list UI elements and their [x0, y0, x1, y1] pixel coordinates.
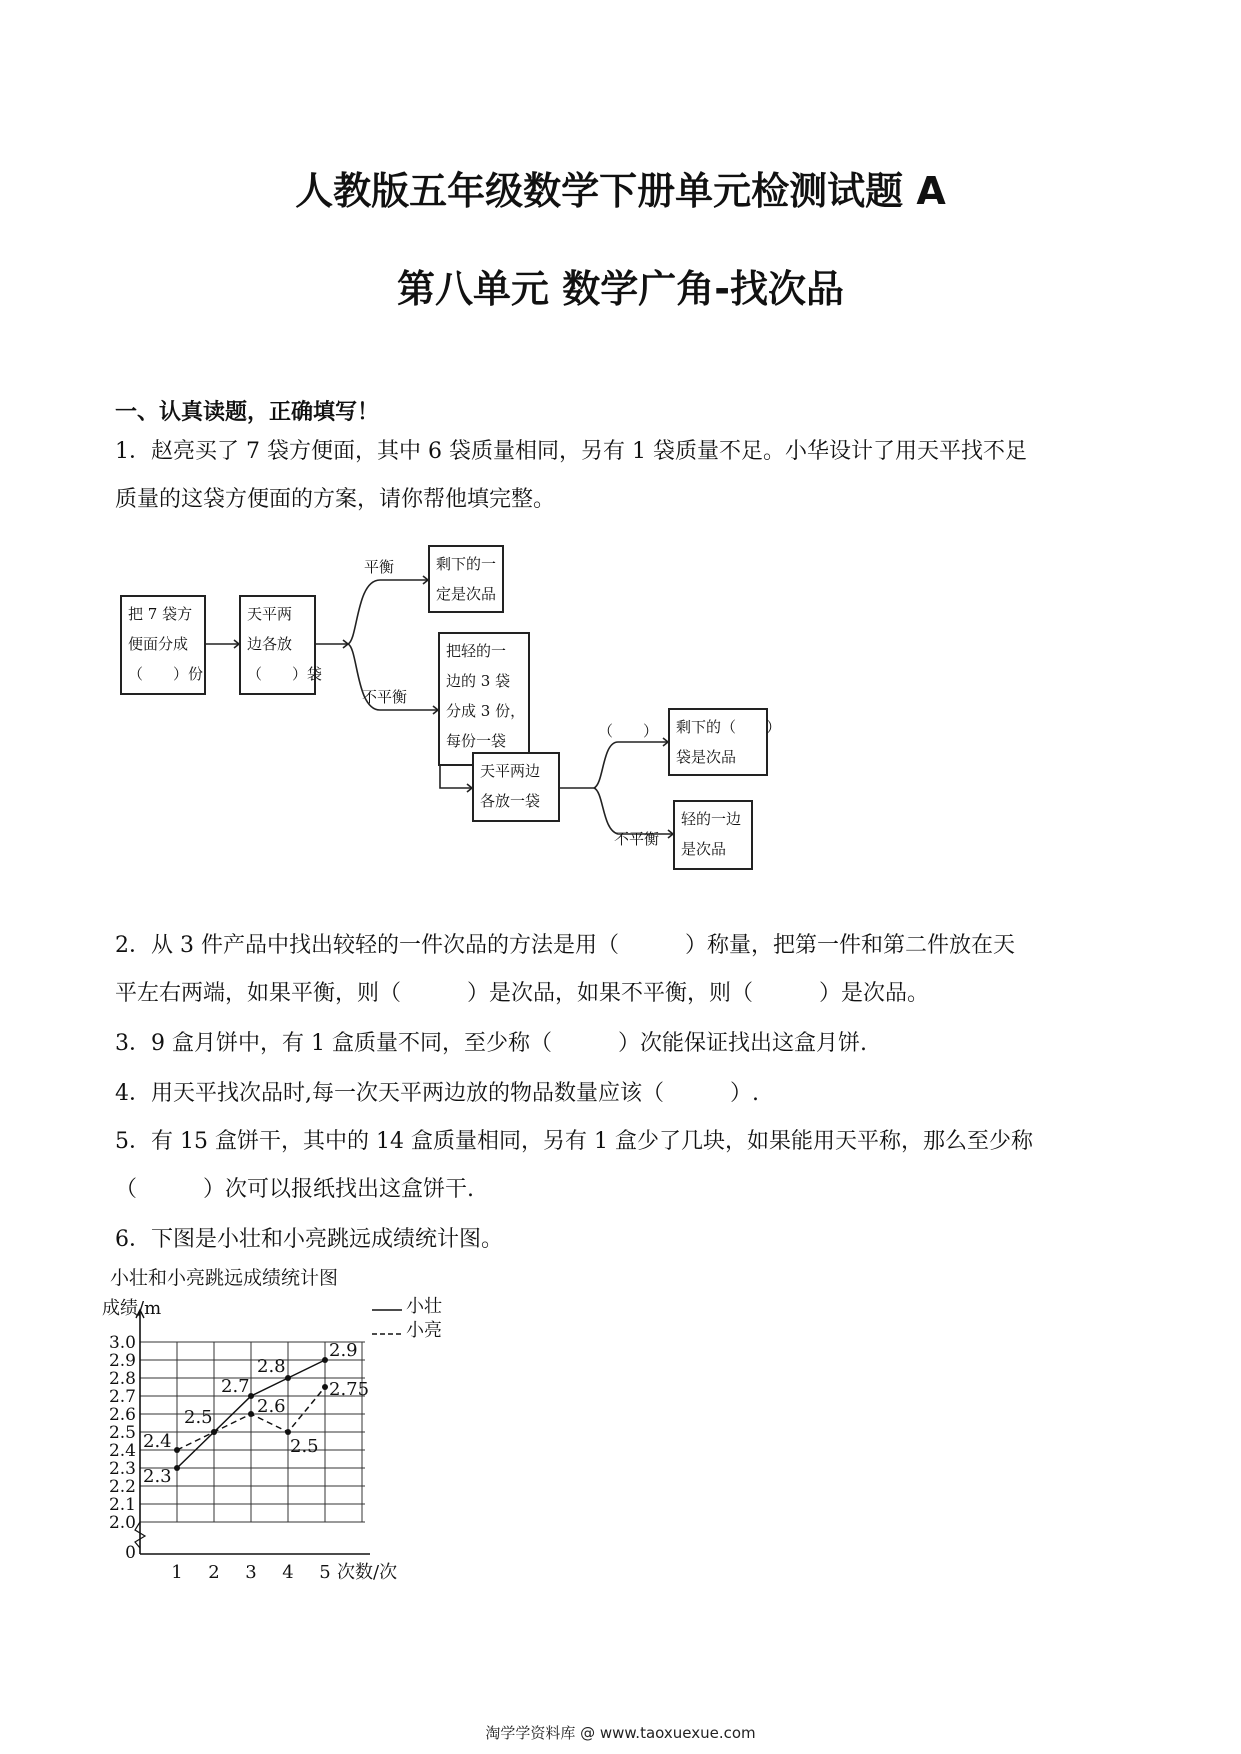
chart-y-tick-label: 2.1	[108, 1495, 136, 1515]
line-chart-svg	[102, 1262, 510, 1592]
flow-box-split-light-line-4: 每份一袋	[446, 732, 507, 750]
series-point	[285, 1429, 291, 1435]
document-subtitle: 第八单元 数学广角-找次品	[396, 267, 844, 311]
question-4-text: 4．用天平找次品时,每一次天平两边放的物品数量应该（ ）.	[115, 1081, 759, 1106]
chart-data-label: 2.3	[143, 1466, 172, 1487]
series-point	[174, 1447, 180, 1453]
question-5-line-2: （ ）次可以报纸找出这盒饼干.	[115, 1177, 474, 1202]
legend-label-xiaozhuang: 小壮	[406, 1296, 442, 1317]
flowchart-diagram	[118, 540, 838, 910]
chart-y-tick-label: 2.4	[108, 1441, 136, 1461]
chart-data-label: 2.8	[257, 1356, 286, 1377]
flow-box-split-light-line-1: 把轻的一	[446, 642, 507, 660]
flow-box-divide-line-1: 把 7 袋方	[128, 605, 193, 623]
chart-data-label: 2.5	[184, 1407, 213, 1428]
question-3-text: 3．9 盒月饼中，有 1 盒质量不同，至少称（ ）次能保证找出这盒月饼.	[115, 1031, 867, 1056]
chart-data-label: 2.75	[329, 1379, 370, 1400]
flow-box-divide	[120, 595, 206, 695]
series-point	[285, 1375, 291, 1381]
chart-title: 小壮和小亮跳远成绩统计图	[110, 1267, 339, 1289]
question-1-line-1: 1．赵亮买了 7 袋方便面，其中 6 袋质量相同，另有 1 袋质量不足。小华设计了用天平找不足	[115, 439, 1027, 464]
flow-box-weigh-one	[472, 752, 560, 822]
flow-box-divide-line-2: 便面分成	[128, 635, 189, 653]
flow-box-weigh-line-3: （ ）袋	[247, 665, 323, 683]
flow-label-unbalance: 不平衡	[362, 688, 408, 706]
chart-data-label: 2.5	[290, 1436, 319, 1457]
flow-box-weigh-one-line-2: 各放一袋	[480, 792, 541, 810]
chart-y-tick-label: 2.2	[108, 1477, 136, 1497]
chart-y-tick-label: 2.7	[108, 1387, 136, 1407]
flow-box-light-side	[673, 800, 753, 870]
chart-y-tick-label: 2.6	[108, 1405, 136, 1425]
question-5-line-1: 5．有 15 盒饼干，其中的 14 盒质量相同，另有 1 盒少了几块，如果能用天平称，那么至少称	[115, 1129, 1033, 1154]
flow-box-divide-line-3: （ ）份	[128, 665, 204, 683]
question-4	[115, 1070, 1125, 1118]
flow-box-split-light-line-3: 分成 3 份，	[446, 702, 526, 720]
question-2-line-1: 2．从 3 件产品中找出较轻的一件次品的方法是用（ ）称量，把第一件和第二件放在天	[115, 933, 1015, 958]
question-1	[115, 428, 1125, 524]
footer-watermark: 淘学学资料库 @ www.taoxuexue.com	[485, 1724, 756, 1742]
legend-label-xiaoliang: 小亮	[406, 1320, 442, 1341]
flow-box-remaining-bag	[668, 708, 782, 776]
chart-y-tick-label: 2.9	[108, 1351, 136, 1371]
question-6-text: 6．下图是小壮和小亮跳远成绩统计图。	[115, 1227, 503, 1252]
flow-box-split-light-line-2: 边的 3 袋	[446, 672, 511, 690]
series-point	[322, 1357, 328, 1363]
flow-box-remaining-bag-line-2: 袋是次品	[676, 748, 737, 766]
series-point	[211, 1429, 217, 1435]
question-2-line-2: 平左右两端，如果平衡，则（ ）是次品，如果不平衡，则（ ）是次品。	[115, 981, 930, 1006]
chart-x-tick-label: 4	[282, 1562, 294, 1583]
question-1-line-2: 质量的这袋方便面的方案，请你帮他填完整。	[115, 487, 556, 512]
flow-box-split-light	[438, 632, 530, 766]
flow-box-remaining	[428, 545, 504, 613]
chart-y-tick-label: 2.3	[108, 1459, 136, 1479]
flow-box-light-side-line-1: 轻的一边	[681, 810, 742, 828]
chart-y-tick-label: 3.0	[108, 1333, 136, 1353]
chart-data-label: 2.4	[143, 1431, 172, 1452]
chart-y-tick-label: 0	[125, 1543, 136, 1563]
question-3	[115, 1020, 1125, 1068]
question-6	[115, 1216, 1125, 1264]
chart-x-label: 次数/次	[337, 1562, 398, 1583]
chart-data-label: 2.7	[221, 1376, 250, 1397]
flow-box-weigh-line-2: 边各放	[247, 635, 293, 653]
series-point	[174, 1465, 180, 1471]
chart-x-tick-label: 5	[319, 1562, 331, 1583]
flow-label-unbalance-2: 不平衡	[614, 830, 660, 848]
flow-box-weigh-one-line-1: 天平两边	[480, 762, 541, 780]
flow-box-remaining-bag-line-1: 剩下的（ ）	[676, 718, 782, 736]
flow-box-remaining-line-1: 剩下的一	[436, 555, 497, 573]
flow-box-weigh-line-1: 天平两	[247, 605, 293, 623]
document-title: 人教版五年级数学下册单元检测试题 A	[295, 169, 946, 213]
chart-y-tick-label: 2.8	[108, 1369, 136, 1389]
flow-box-weigh	[239, 595, 323, 695]
chart-y-tick-label: 2.5	[108, 1423, 136, 1443]
flow-label-blank: （ ）	[598, 722, 659, 740]
chart-x-tick-label: 1	[171, 1562, 183, 1583]
chart-x-tick-label: 3	[245, 1562, 257, 1583]
chart-data-label: 2.9	[329, 1340, 358, 1361]
chart-y-label: 成绩/m	[102, 1298, 162, 1319]
question-5	[115, 1118, 1125, 1214]
flow-box-remaining-line-2: 定是次品	[436, 585, 497, 603]
flow-label-balance: 平衡	[364, 558, 395, 576]
line-chart	[102, 1262, 510, 1592]
series-point	[322, 1384, 328, 1390]
chart-y-tick-label: 2.0	[108, 1513, 136, 1533]
series-point	[248, 1411, 254, 1417]
chart-data-label: 2.6	[257, 1396, 286, 1417]
chart-x-tick-label: 2	[208, 1562, 220, 1583]
flow-box-light-side-line-2: 是次品	[681, 840, 727, 858]
question-2	[115, 922, 1125, 1018]
section-heading: 一、认真读题，正确填写！	[115, 400, 380, 425]
